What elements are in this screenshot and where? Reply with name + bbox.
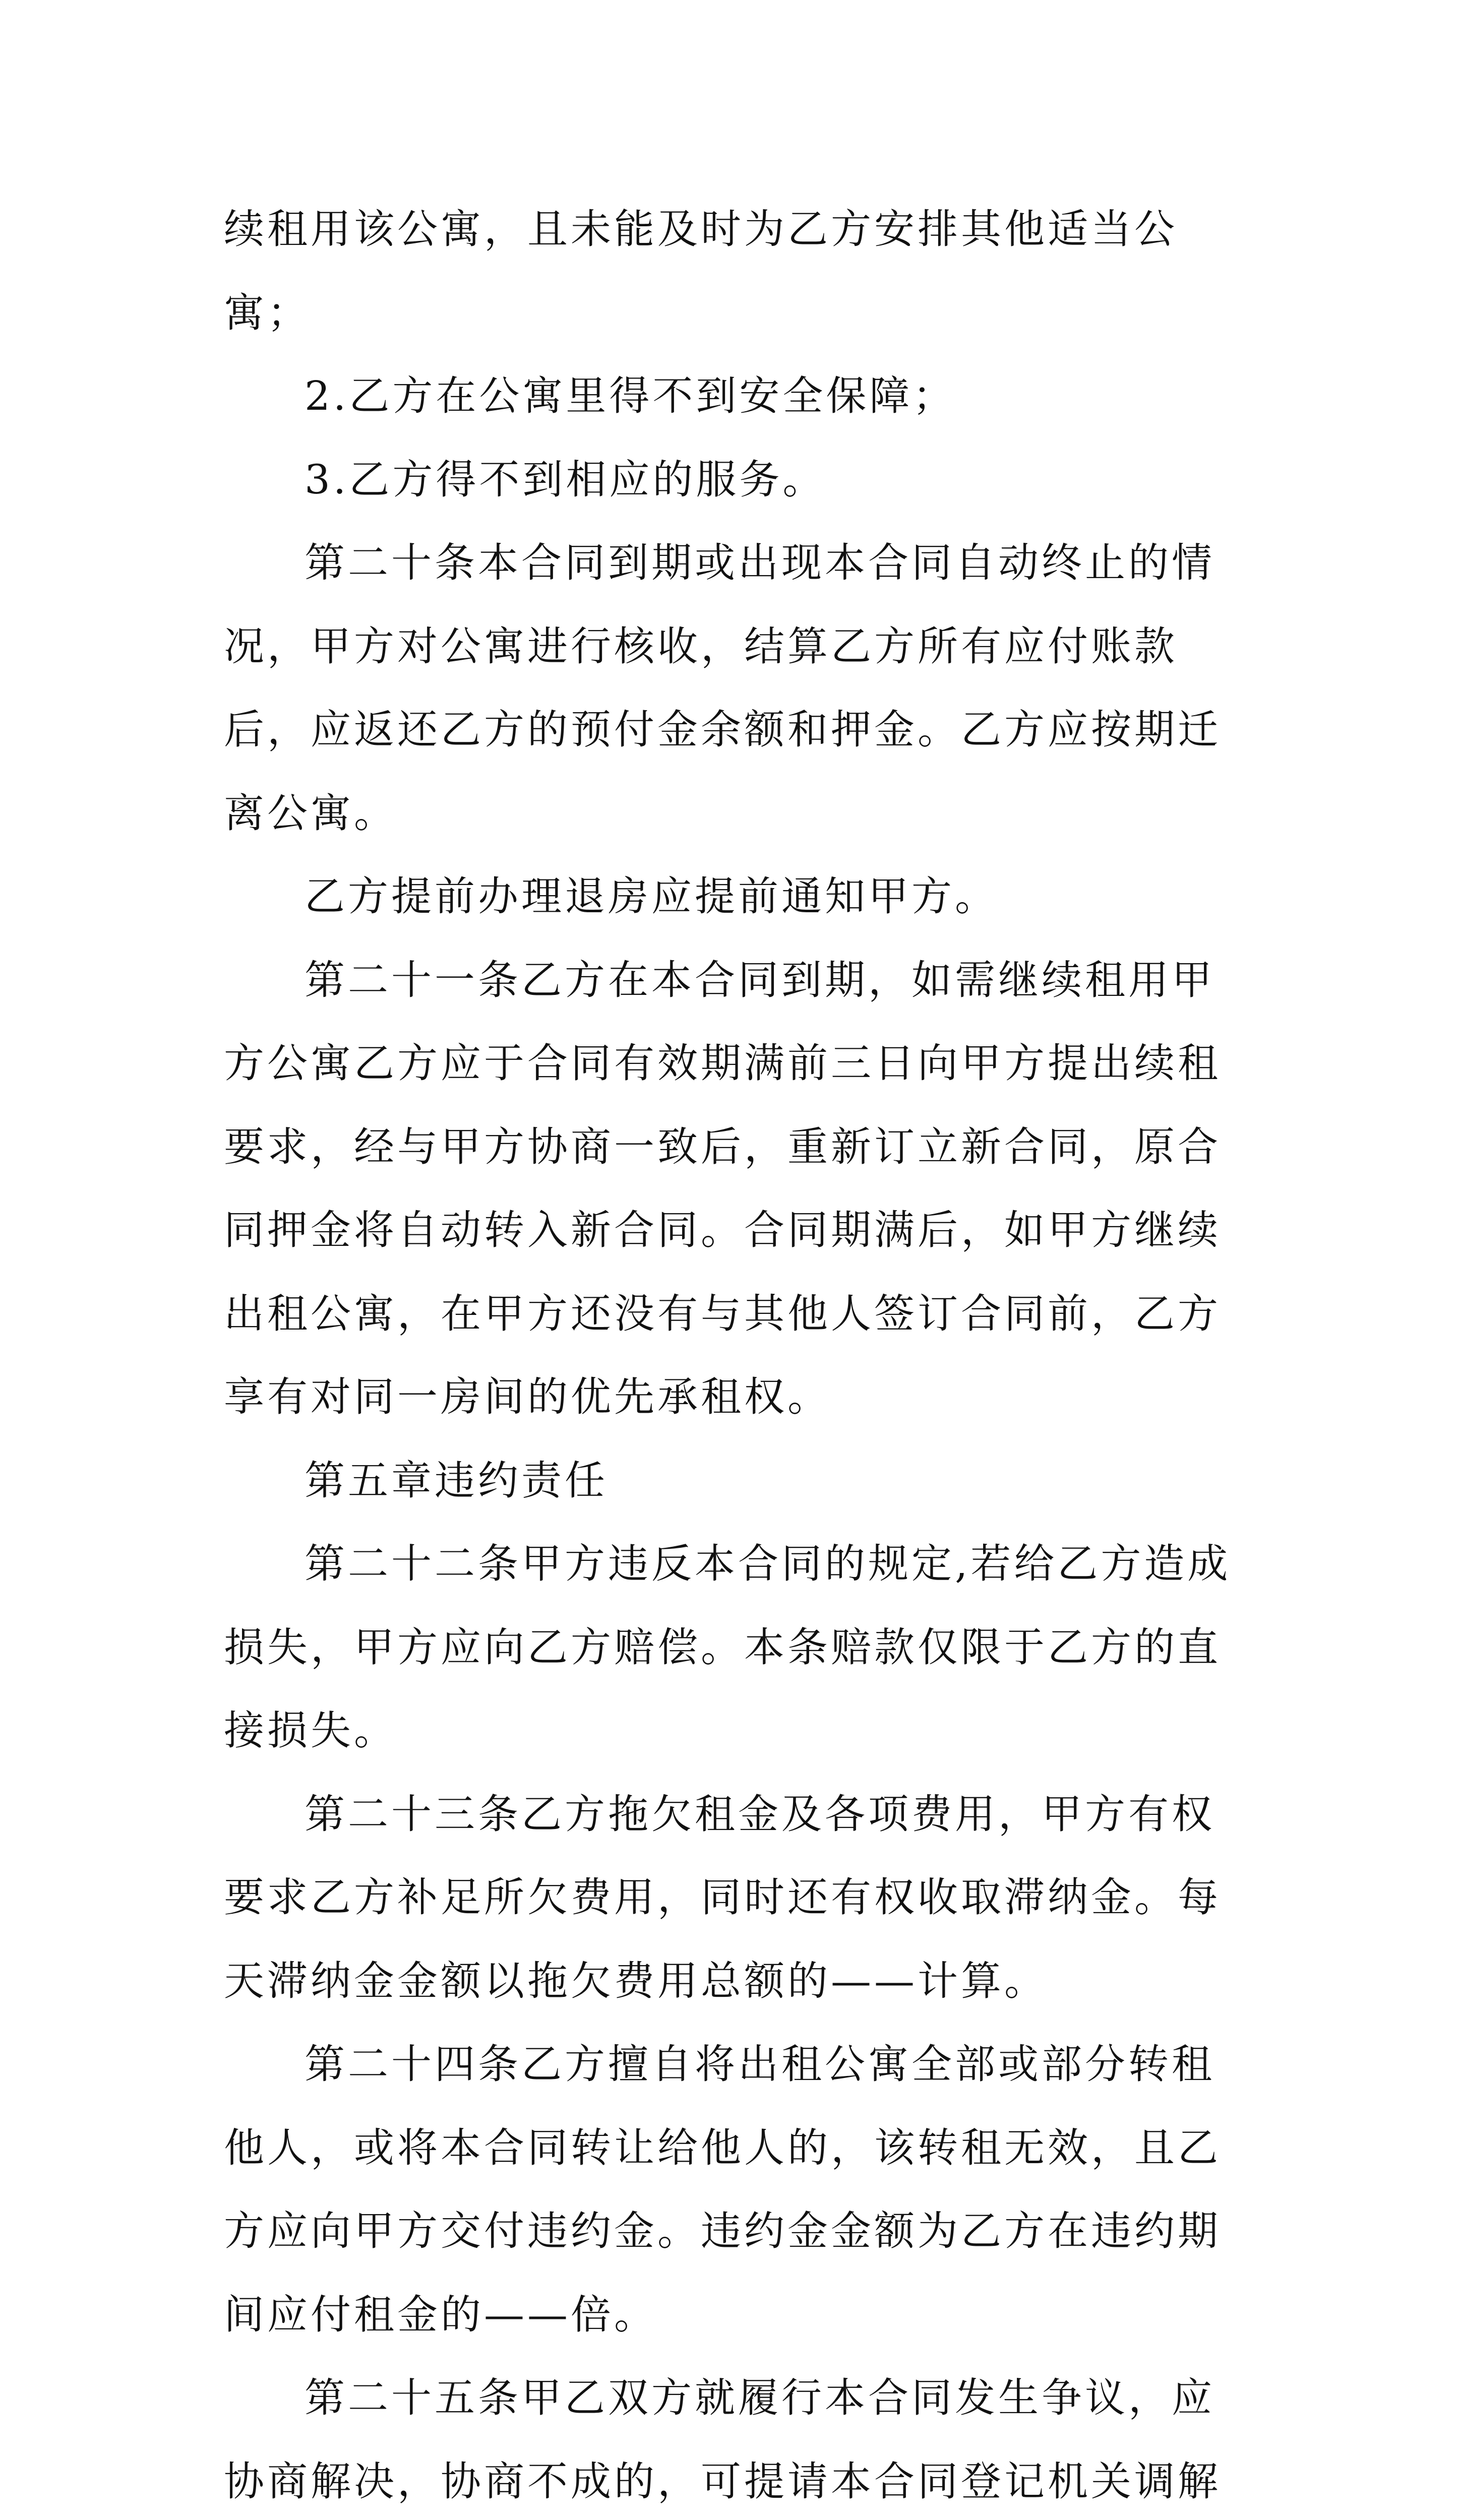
- paragraph-item-2: 2.乙方在公寓里得不到安全保障；: [305, 372, 956, 419]
- paragraph-item-3: 3.乙方得不到相应的服务。: [305, 456, 826, 503]
- paragraph-continuation: 续租用该公寓，且未能及时为乙方安排其他适当公寓；: [224, 206, 1178, 336]
- paragraph-early-checkout: 乙方提前办理退房应提前通知甲方。: [305, 873, 998, 920]
- document-body: [224, 187, 1252, 2520]
- paragraph-article-21: 第二十一条乙方在本合同到期，如需继续租用甲方公寓乙方应于合同有效期满前三日向甲方提出续租要求，经与甲方协商一致后，重新订立新合同，原合同押金将自动转入新合同。合同期满后，如甲方继续出租公寓，在甲方还没有与其他人签订合同前，乙方享有对同一房间的优先承租权。: [224, 956, 1221, 1420]
- paragraph-article-23: 第二十三条乙方拖欠租金及各项费用，甲方有权要求乙方补足所欠费用，同时还有权收取滞纳金。每天滞纳金金额以拖欠费用总额的——计算。: [224, 1790, 1221, 2004]
- chapter-heading-5: 第五章违约责任: [305, 1457, 608, 1504]
- paragraph-article-22: 第二十二条甲方违反本合同的规定,若给乙方造成损失，甲方应向乙方赔偿。本条赔款仅限于乙方的直接损失。: [224, 1540, 1231, 1754]
- paragraph-article-20: 第二十条本合同到期或出现本合同自动终止的情况，甲方对公寓进行核收，结算乙方所有应付账款后，应返还乙方的预付金余额和押金。乙方应按期迁离公寓。: [224, 539, 1221, 837]
- paragraph-article-25: 第二十五条甲乙双方就履行本合同发生争议，应协商解决，协商不成的，可提请本合同登记机关调解: [224, 2374, 1221, 2505]
- paragraph-article-24: 第二十四条乙方擅自将出租公寓全部或部分转租他人，或将本合同转让给他人的，该转租无效，且乙方应向甲方交付违约金。违约金金额为乙方在违约期间应付租金的——倍。: [224, 2041, 1221, 2338]
